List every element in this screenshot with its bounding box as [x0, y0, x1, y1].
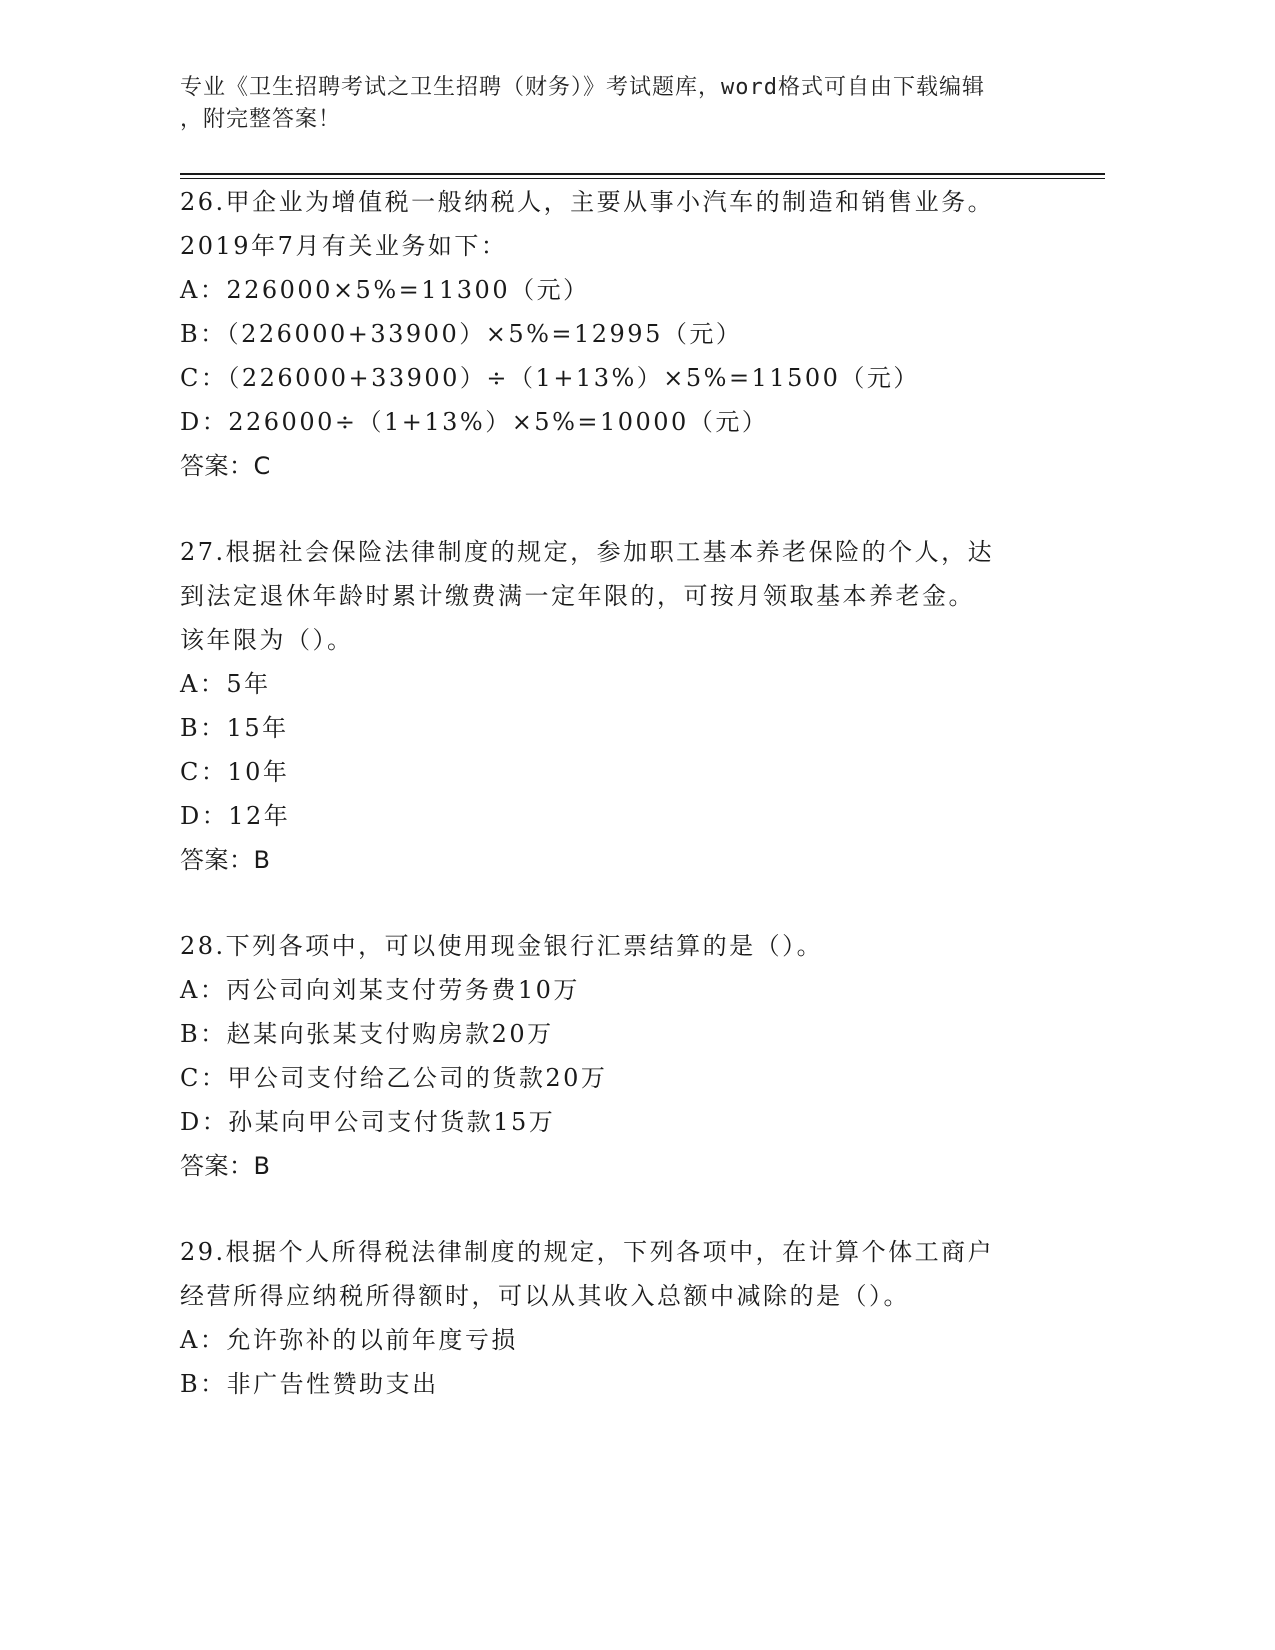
- option-b: B：非广告性赞助支出: [180, 1370, 439, 1398]
- question-text-line: 29.根据个人所得税法律制度的规定，下列各项中，在计算个体工商户: [180, 1238, 995, 1266]
- option-a: A：5年: [180, 670, 271, 698]
- document-header: [180, 72, 1060, 136]
- option-b: B：（226000+33900）×5%=12995（元）: [180, 320, 743, 348]
- question-28: [180, 924, 1080, 1188]
- question-text-line: 27.根据社会保险法律制度的规定，参加职工基本养老保险的个人，达: [180, 538, 995, 566]
- question-text-line: 26.甲企业为增值税一般纳税人，主要从事小汽车的制造和销售业务。: [180, 188, 995, 216]
- question-spacer: [180, 488, 1080, 530]
- option-a: A：丙公司向刘某支付劳务费10万: [180, 976, 580, 1004]
- question-26: [180, 180, 1080, 488]
- option-b: B：15年: [180, 714, 289, 742]
- answer-text: 答案：B: [180, 846, 271, 874]
- option-c: C：甲公司支付给乙公司的货款20万: [180, 1064, 608, 1092]
- option-c: C：（226000+33900）÷（1+13%）×5%=11500（元）: [180, 364, 920, 392]
- header-divider: [180, 173, 1105, 179]
- question-text-line: 到法定退休年龄时累计缴费满一定年限的，可按月领取基本养老金。: [180, 582, 975, 610]
- question-27: [180, 530, 1080, 882]
- question-text-line: 28.下列各项中，可以使用现金银行汇票结算的是（）。: [180, 932, 824, 960]
- option-a: A：允许弥补的以前年度亏损: [180, 1326, 518, 1354]
- option-d: D：226000÷（1+13%）×5%=10000（元）: [180, 408, 769, 436]
- question-list: [180, 180, 1080, 1406]
- question-text-line: 经营所得应纳税所得额时，可以从其收入总额中减除的是（）。: [180, 1282, 910, 1310]
- answer-text: 答案：C: [180, 452, 271, 480]
- header-line-2: ，附完整答案！: [180, 107, 342, 132]
- question-text-line: 2019年7月有关业务如下：: [180, 232, 508, 260]
- option-a: A：226000×5%=11300（元）: [180, 276, 590, 304]
- question-29: [180, 1230, 1080, 1406]
- option-b: B：赵某向张某支付购房款20万: [180, 1020, 554, 1048]
- question-spacer: [180, 1188, 1080, 1230]
- option-c: C：10年: [180, 758, 290, 786]
- header-line-1: 专业《卫生招聘考试之卫生招聘（财务）》考试题库，word格式可自由下载编辑: [180, 75, 985, 100]
- question-text-line: 该年限为（）。: [180, 626, 354, 654]
- question-spacer: [180, 882, 1080, 924]
- option-d: D：孙某向甲公司支付货款15万: [180, 1108, 556, 1136]
- option-d: D：12年: [180, 802, 291, 830]
- answer-text: 答案：B: [180, 1152, 271, 1180]
